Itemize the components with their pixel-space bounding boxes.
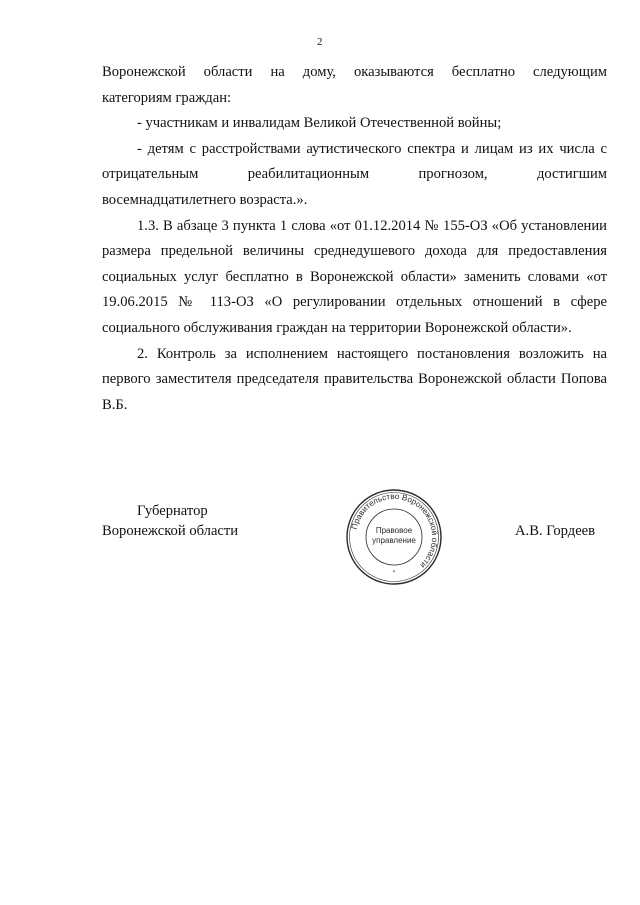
stamp-center-line1: Правовое <box>375 526 413 535</box>
paragraph-1-3: 1.3. В абзаце 3 пункта 1 слова «от 01.12.2014 № 155-ОЗ «Об установлении размера предельной величины среднедушевого дохода для предоставления социальных услуг бесплатно в Воронежской области» заменить словами «от 19.06.2015 № 113-ОЗ «О регулировании отдельных отношений в сфере социального обслуживания граждан на территории Воронежской области». <box>102 217 607 336</box>
signatory-name: А.В. Гордеев <box>515 523 596 539</box>
signatory-region: Воронежской области <box>102 523 239 539</box>
list-item-children-line1: - детям с расстройствами аутистического спектра и лицам из их числа с <box>137 140 607 157</box>
list-item-veterans: - участникам и инвалидам Великой Отечественной войны; <box>137 115 502 132</box>
paragraph-continuation-line1: Воронежской области на дому, оказываются бесплатно следующим <box>102 64 607 80</box>
list-item-children-line2: отрицательным реабилитационным прогнозом, достигшим <box>102 166 607 183</box>
document-body <box>102 60 607 418</box>
list-item-children-line3: восемнадцатилетнего возраста.». <box>102 191 308 208</box>
stamp-star-icon: * <box>392 570 396 576</box>
signatory-position <box>102 501 272 541</box>
stamp-center-line2: управление <box>372 536 416 545</box>
stamp-ring-text: Правительство Воронежской области <box>349 491 440 570</box>
paragraph-continuation-line2: категориям граждан: <box>102 89 232 106</box>
signature-block <box>0 496 640 596</box>
signatory-title: Губернатор <box>137 503 208 519</box>
official-stamp <box>344 487 444 587</box>
paragraph-2-control: 2. Контроль за исполнением настоящего постановления возложить на первого заместителя председателя правительства Воронежской области Попова В.Б. <box>102 345 607 413</box>
page-number: 2 <box>317 36 323 48</box>
